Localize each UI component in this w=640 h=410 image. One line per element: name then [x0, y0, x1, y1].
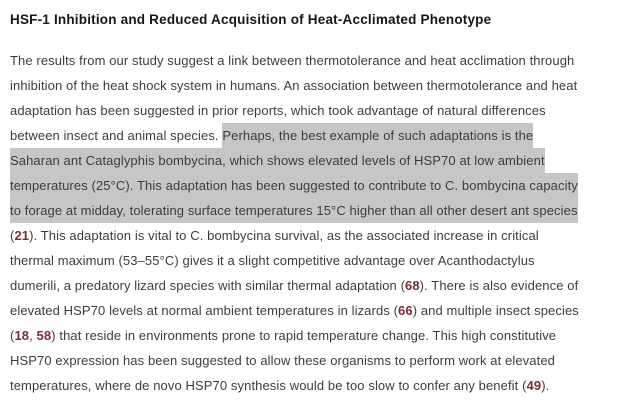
- paragraph-line: [10, 123, 630, 148]
- section-heading: HSF-1 Inhibition and Reduced Acquisition of Heat-Acclimated Phenotype: [10, 12, 492, 27]
- text-segment: ) and multiple insect species: [412, 303, 579, 318]
- highlighted-text: Perhaps, the best example of such adaptations is the: [222, 123, 533, 148]
- text-segment: ,: [29, 328, 37, 343]
- highlighted-text: Saharan ant Cataglyphis bombycina, which shows elevated levels of HSP70 at low ambient: [10, 148, 545, 173]
- reference-link[interactable]: 58: [36, 328, 52, 343]
- paragraph-line: [10, 198, 630, 223]
- highlighted-text: temperatures (25°C). This adaptation has been suggested to contribute to C. bombycina capacity: [10, 173, 578, 198]
- text-segment: ). There is also evidence of: [419, 278, 579, 293]
- paragraph-line: [10, 223, 630, 248]
- paragraph-line: [10, 73, 630, 98]
- paragraph-line: [10, 248, 630, 273]
- paragraph-line: [10, 298, 630, 323]
- reference-link[interactable]: 21: [14, 228, 30, 243]
- text-segment: dumerili, a predatory lizard species with similar thermal adaptation (: [10, 278, 405, 293]
- text-segment: (: [10, 328, 15, 343]
- text-segment: adaptation has been suggested in prior reports, which took advantage of natural differences: [10, 103, 546, 118]
- paragraph-line: [10, 148, 630, 173]
- paragraph-line: [10, 373, 630, 398]
- reference-link[interactable]: 18: [14, 328, 30, 343]
- highlighted-text: to forage at midday, tolerating surface temperatures 15°C higher than all other desert ant species: [10, 198, 578, 223]
- paragraph-line: [10, 98, 630, 123]
- paragraph: [10, 48, 630, 398]
- text-segment: ) that reside in environments prone to rapid temperature change. This high constitutive: [51, 328, 557, 343]
- paragraph-line: [10, 348, 630, 373]
- paragraph-line: [10, 323, 630, 348]
- text-segment: temperatures, where de novo HSP70 synthesis would be too slow to confer any benefit (: [10, 378, 527, 393]
- paragraph-line: [10, 273, 630, 298]
- text-segment: The results from our study suggest a link between thermotolerance and heat acclimation through: [10, 53, 575, 68]
- text-segment: (: [10, 228, 15, 243]
- paragraph-line: [10, 173, 630, 198]
- text-segment: HSP70 expression has been suggested to allow these organisms to perform work at elevated: [10, 353, 555, 368]
- text-segment: ).: [541, 378, 550, 393]
- reference-link[interactable]: 68: [405, 278, 420, 293]
- text-segment: elevated HSP70 levels at normal ambient temperatures in lizards (: [10, 303, 399, 318]
- reference-link[interactable]: 66: [398, 303, 413, 318]
- text-segment: inhibition of the heat shock system in humans. An association between thermotolerance and heat: [10, 78, 578, 93]
- text-segment: between insect and animal species.: [10, 128, 223, 143]
- paragraph-line: [10, 48, 630, 73]
- text-segment: ). This adaptation is vital to C. bombycina survival, as the associated increase in critical: [29, 228, 539, 243]
- text-segment: thermal maximum (53–55°C) gives it a slight competitive advantage over Acanthodactylus: [10, 253, 535, 268]
- reference-link[interactable]: 49: [526, 378, 542, 393]
